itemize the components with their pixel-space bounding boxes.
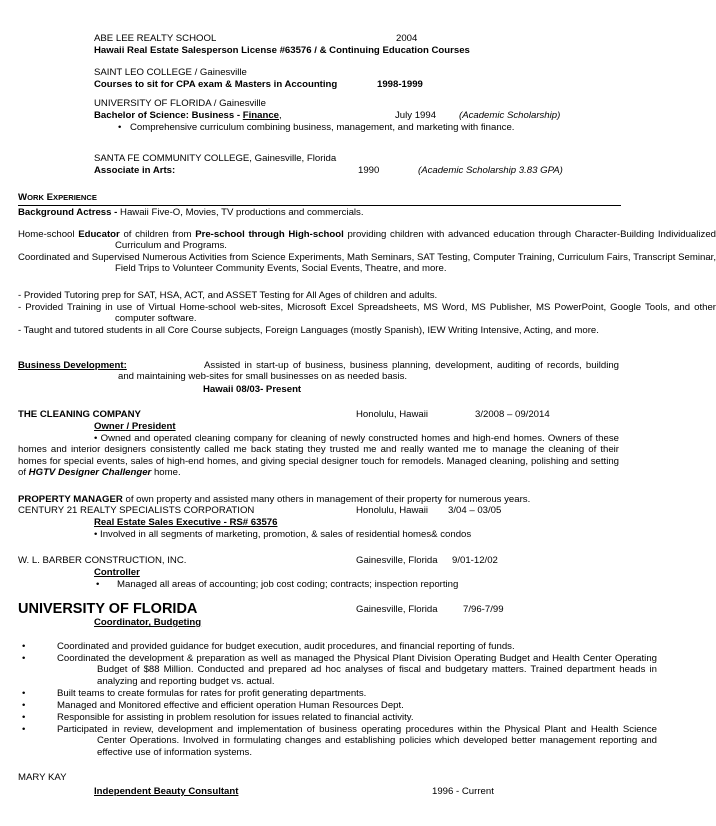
- uf-bullet-5: Responsible for assisting in problem resolution for issues related to financial activity.: [57, 712, 414, 723]
- century-title: Real Estate Sales Executive - RS# 63576: [94, 517, 278, 528]
- bizdev-location: Hawaii 08/03- Present: [203, 384, 302, 395]
- edu-abe-school: ABE LEE REALTY SCHOOL: [94, 33, 217, 44]
- cleaning-company: THE CLEANING COMPANY: [18, 409, 141, 420]
- property-line: PROPERTY MANAGER of own property and assisted many others in management of their property for numerous years.: [18, 494, 531, 505]
- uf-location: Gainesville, Florida: [356, 604, 438, 615]
- homeschool-p2: Coordinated and Supervised Numerous Activities from Science Experiments, Math Seminars, SAT Testing, Computer Training, Curriculum Fairs, Transcript Seminar, Field Trips to Volunteer Community Events, Social Events, Theatre, and more.: [18, 252, 716, 275]
- uf-bullet-mark: •: [22, 653, 26, 664]
- edu-abe-year: 2004: [396, 33, 418, 44]
- uf-bullet-mark: •: [22, 688, 26, 699]
- edu-uf-bullet-text: Comprehensive curriculum combining business, management, and marketing with finance.: [130, 122, 515, 133]
- marykay-company: MARY KAY: [18, 772, 67, 783]
- section-divider: [18, 205, 621, 206]
- edu-saintleo-school: SAINT LEO COLLEGE / Gainesville: [94, 67, 247, 78]
- cleaning-title: Owner / President: [94, 421, 176, 432]
- uf-bullet-2: Coordinated the development & preparation as well as managed the Physical Plant Division Operating Budget and Health Center Operating Budget of $88 Million. Conducted and prepared ad hoc analyses of fiscal and budgetary matters. Trained department heads in analyzing and reporting budget vs. actual.: [57, 653, 657, 687]
- uf-bullet-3: Built teams to create formulas for rates for profit generating departments.: [57, 688, 367, 699]
- cleaning-text: • Owned and operated cleaning company for cleaning of newly constructed homes and high-end homes. Owners of these homes and interior designers consistently called me back stating they trusted me and really wanted me to manage the cleaning of their homes for special events, sales of high-end homes, and giving special designer touch for remodels. Managed cleaning, polishing and setting of HGTV Designer Challenger home.: [18, 433, 619, 479]
- uf-dates: 7/96-7/99: [463, 604, 504, 615]
- barber-dates: 9/01-12/02: [452, 555, 498, 566]
- barber-bullet: •: [96, 579, 100, 590]
- actress-line: Background Actress - Hawaii Five-O, Movies, TV productions and commercials.: [18, 207, 364, 218]
- cleaning-location: Honolulu, Hawaii: [356, 409, 428, 420]
- work-experience-heading: WORK EXPERIENCE: [18, 192, 97, 203]
- homeschool-p4: - Provided Training in use of Virtual Home-school web-sites, Microsoft Excel Spreadsheets, MS Word, MS Publisher, MS PowerPoint, Google Tools, and other computer software.: [18, 302, 716, 325]
- edu-santafe-year: 1990: [358, 165, 380, 176]
- edu-uf-date: July 1994: [395, 110, 437, 121]
- edu-santafe-note: (Academic Scholarship 3.83 GPA): [418, 165, 563, 176]
- century-dates: 3/04 – 03/05: [448, 505, 502, 516]
- edu-saintleo-detail: Courses to sit for CPA exam & Masters in Accounting: [94, 79, 338, 90]
- marykay-title: Independent Beauty Consultant: [94, 786, 239, 797]
- edu-uf-note: (Academic Scholarship): [459, 110, 561, 121]
- edu-uf-school: UNIVERSITY OF FLORIDA / Gainesville: [94, 98, 267, 109]
- barber-text: Managed all areas of accounting; job cost coding; contracts; inspection reporting: [117, 579, 459, 590]
- century-location: Honolulu, Hawaii: [356, 505, 428, 516]
- uf-company: UNIVERSITY OF FLORIDA: [18, 601, 198, 617]
- uf-bullet-mark: •: [22, 641, 26, 652]
- bizdev-text: Assisted in start-up of business, business planning, development, auditing of records, building and maintaining web-sites for small businesses on as needed basis.: [118, 360, 619, 383]
- edu-santafe-degree: Associate in Arts:: [94, 165, 176, 176]
- homeschool-p3: - Provided Tutoring prep for SAT, HSA, ACT, and ASSET Testing for All Ages of children and adults.: [18, 290, 438, 301]
- homeschool-p5: - Taught and tutored students in all Core Course subjects, Foreign Languages (mostly Spanish), IEW Writing Intensive, Acting, and more.: [18, 325, 599, 336]
- uf-bullet-mark: •: [22, 712, 26, 723]
- uf-title: Coordinator, Budgeting: [94, 617, 202, 628]
- barber-company: W. L. BARBER CONSTRUCTION, INC.: [18, 555, 187, 566]
- marykay-dates: 1996 - Current: [432, 786, 494, 797]
- barber-location: Gainesville, Florida: [356, 555, 438, 566]
- century-text: • Involved in all segments of marketing, promotion, & sales of residential homes& condos: [94, 529, 472, 540]
- uf-bullet-4: Managed and Monitored effective and efficient operation Human Resources Dept.: [57, 700, 404, 711]
- cleaning-dates: 3/2008 – 09/2014: [475, 409, 550, 420]
- edu-abe-detail: Hawaii Real Estate Salesperson License #63576 / & Continuing Education Courses: [94, 45, 470, 56]
- edu-uf-major: Finance: [242, 110, 280, 121]
- uf-bullet-6: Participated in review, development and implementation of business operating procedures within the Physical Plant and Health Science Center Operations. Involved in formulating changes and establishing policies which developed better management reporting and effective use of information systems.: [57, 724, 657, 758]
- edu-uf-bullet: •: [118, 122, 122, 133]
- uf-bullet-mark: •: [22, 700, 26, 711]
- uf-bullet-mark: •: [22, 724, 26, 735]
- edu-santafe-school: SANTA FE COMMUNITY COLLEGE, Gainesville, Florida: [94, 153, 337, 164]
- edu-saintleo-year: 1998-1999: [377, 79, 423, 90]
- century-company: CENTURY 21 REALTY SPECIALISTS CORPORATION: [18, 505, 255, 516]
- uf-bullet-1: Coordinated and provided guidance for budget execution, audit procedures, and financial reporting of funds.: [57, 641, 515, 652]
- homeschool-p1: Home-school Educator of children from Pre-school through High-school providing children with advanced education through Character-Building Individualized Curriculum and Programs.: [18, 229, 716, 252]
- barber-title: Controller: [94, 567, 140, 578]
- edu-uf-degree: Bachelor of Science: Business - Finance,: [94, 110, 282, 121]
- bizdev-label: Business Development:: [18, 360, 127, 371]
